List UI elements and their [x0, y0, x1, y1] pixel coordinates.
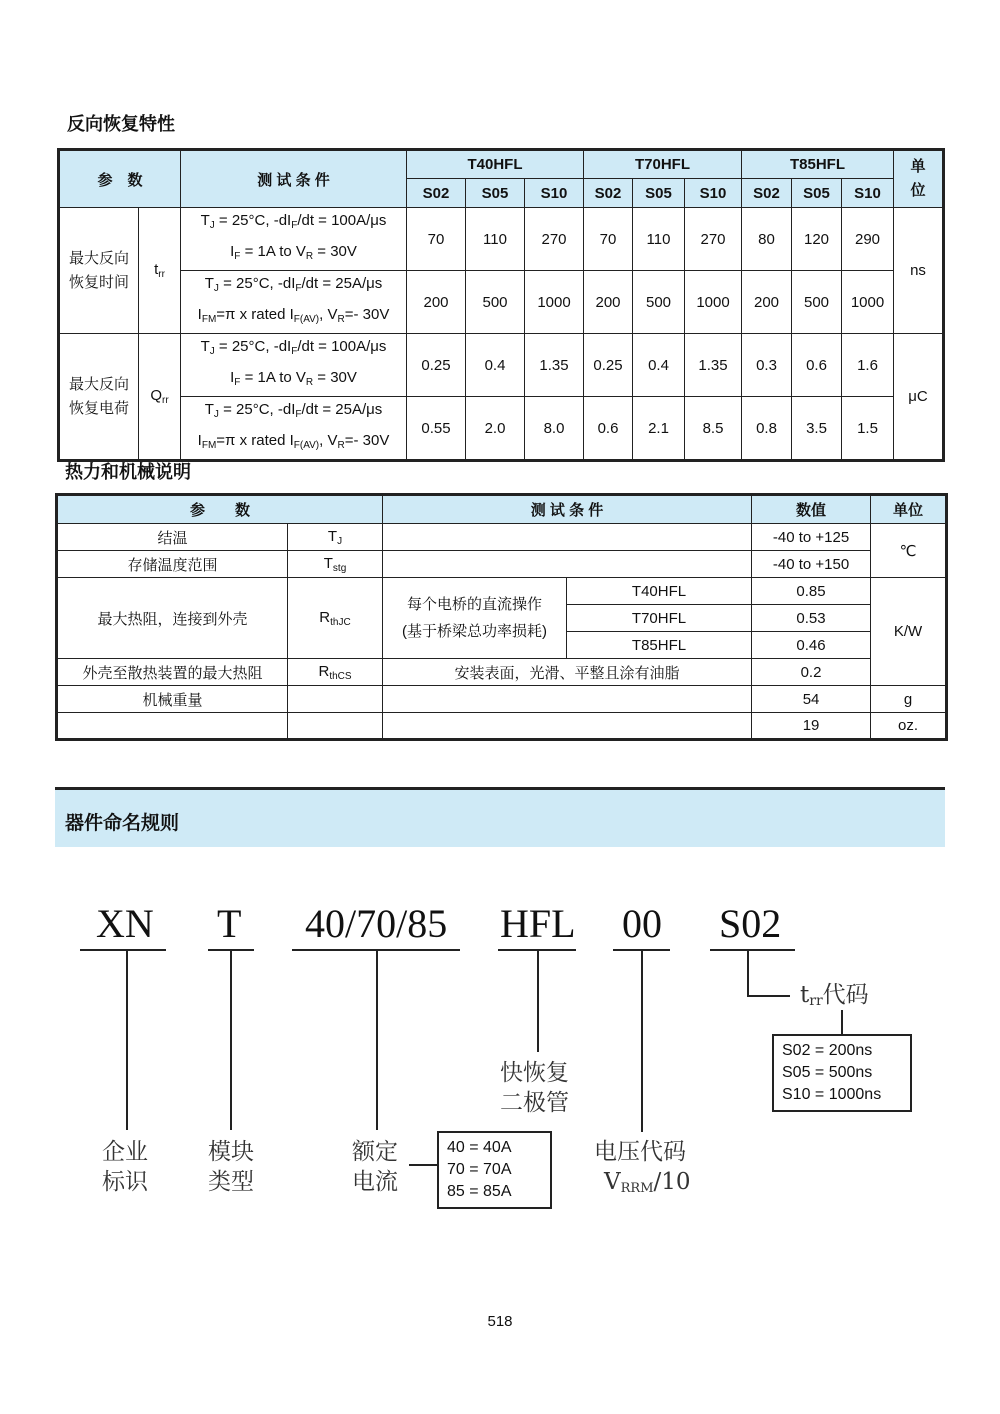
param-name: 外壳至散热装置的最大热阻	[57, 659, 288, 686]
value-cell: 0.25	[584, 334, 633, 397]
code-cell: S02	[584, 179, 633, 208]
value-cell: 3.5	[792, 397, 842, 461]
value-cell: 200	[584, 271, 633, 334]
value-cell: 1000	[685, 271, 742, 334]
value-cell: 1000	[525, 271, 584, 334]
label-company-line2: 标识	[102, 1169, 148, 1195]
value-cell: -40 to +125	[752, 524, 871, 551]
unit-cell: K/W	[871, 578, 947, 686]
unit-cell: g	[871, 686, 947, 713]
rth-cond-line1: 每个电桥的直流操作	[407, 596, 543, 613]
value-cell: 0.55	[407, 397, 466, 461]
value-cell: 120	[792, 208, 842, 271]
value-cell: 19	[752, 713, 871, 740]
label-voltage	[594, 1137, 691, 1204]
section-title-thermal: 热力和机械说明	[65, 462, 191, 483]
header-model: T85HFL	[742, 150, 894, 179]
code-cell: S05	[633, 179, 685, 208]
model-cell: T85HFL	[567, 632, 752, 659]
value-cell: 500	[633, 271, 685, 334]
param-name: 机械重量	[57, 686, 288, 713]
value-cell: 270	[685, 208, 742, 271]
header-model: T40HFL	[407, 150, 584, 179]
value-cell: 8.0	[525, 397, 584, 461]
value-cell: 200	[407, 271, 466, 334]
value-cell: -40 to +150	[752, 551, 871, 578]
model-cell: T70HFL	[567, 605, 752, 632]
value-cell: 80	[742, 208, 792, 271]
label-hfl-line1: 快恢复	[500, 1060, 569, 1086]
label-company	[102, 1137, 148, 1197]
value-cell: 1.6	[842, 334, 894, 397]
param-name-text: 最大反向恢复时间	[68, 249, 129, 291]
test-condition: $T_J = 25^\circ C$, $-dI_F/dt = 25A/\mu s$ $I_{FM}=\pi$ x rated $I_{F(AV)}$, $V_R=-$ 30V	[181, 397, 407, 461]
trr-code-label: $t_{rr}$代码	[800, 982, 869, 1009]
header-unit-text: 单位	[910, 158, 926, 199]
value-cell: 1.35	[525, 334, 584, 397]
unit-cell: μC	[894, 334, 944, 461]
section-title-reverse-recovery: 反向恢复特性	[67, 114, 175, 135]
test-condition: 安装表面，光滑、平整且涂有油脂	[383, 659, 752, 686]
current-code-line: 70 = 70A	[447, 1161, 512, 1178]
test-condition: $T_J = 25^\circ C$, $-dI_F/dt = 100A/\mu s$ $I_F = 1A$ to $V_R = 30V$	[181, 334, 407, 397]
rth-cond-line2: (基于桥梁总功率损耗)	[402, 623, 548, 640]
param-name: 最大热阻，连接到外壳	[57, 578, 288, 659]
label-voltage-line2: $V_{RRM}/10$	[604, 1169, 691, 1196]
value-cell: 70	[407, 208, 466, 271]
unit-cell: oz.	[871, 713, 947, 740]
param-name: 存储温度范围	[57, 551, 288, 578]
code-hfl: HFL	[500, 901, 576, 946]
section-title-naming: 器件命名规则	[65, 812, 180, 834]
value-cell: 270	[525, 208, 584, 271]
trr-code-line: S05 = 500ns	[782, 1064, 873, 1081]
code-xn: XN	[96, 901, 154, 946]
current-code-line: 40 = 40A	[447, 1139, 512, 1156]
header-param: 参 数	[57, 495, 383, 524]
value-cell: 500	[792, 271, 842, 334]
label-current-line1: 额定	[352, 1139, 398, 1165]
label-voltage-line1: 电压代码	[594, 1139, 686, 1165]
param-symbol: $T_J$	[288, 524, 383, 551]
value-cell: 2.0	[466, 397, 525, 461]
param-name: 结温	[57, 524, 288, 551]
unit-cell: ℃	[871, 524, 947, 578]
param-symbol: $Q_{rr}$	[139, 334, 181, 461]
model-cell: T40HFL	[567, 578, 752, 605]
value-cell: 70	[584, 208, 633, 271]
code-t: T	[217, 901, 242, 946]
label-module	[208, 1137, 254, 1197]
code-cell: S05	[792, 179, 842, 208]
header-value: 数值	[752, 495, 871, 524]
test-condition: $T_J = 25^\circ C$, $-dI_F/dt = 100A/\mu s$ $I_F = 1A$ to $V_R = 30V$	[181, 208, 407, 271]
value-cell: 0.25	[407, 334, 466, 397]
code-cell: S02	[742, 179, 792, 208]
code-current: 40/70/85	[305, 901, 448, 946]
value-cell: 0.53	[752, 605, 871, 632]
value-cell: 290	[842, 208, 894, 271]
param-symbol: $R_{thJC}$	[288, 578, 383, 659]
param-symbol: $R_{thCS}$	[288, 659, 383, 686]
page-number: 518	[487, 1313, 513, 1330]
value-cell: 110	[633, 208, 685, 271]
current-code-line: 85 = 85A	[447, 1183, 512, 1200]
value-cell: 8.5	[685, 397, 742, 461]
header-unit: 单位	[871, 495, 947, 524]
trr-code-line: S02 = 200ns	[782, 1042, 873, 1059]
header-cond: 测 试 条 件	[383, 495, 752, 524]
label-hfl-line2: 二极管	[500, 1090, 569, 1116]
trr-code-line: S10 = 1000ns	[782, 1086, 882, 1103]
value-cell: 0.46	[752, 632, 871, 659]
value-cell: 0.3	[742, 334, 792, 397]
current-code-box	[437, 1131, 552, 1209]
value-cell: 0.4	[633, 334, 685, 397]
param-name-text: 最大反向恢复电荷	[68, 375, 129, 417]
param-symbol: $T_{stg}$	[288, 551, 383, 578]
header-model: T70HFL	[584, 150, 742, 179]
value-cell: 1.35	[685, 334, 742, 397]
trr-code-box	[772, 1034, 912, 1112]
value-cell: 0.6	[792, 334, 842, 397]
value-cell: 0.6	[584, 397, 633, 461]
test-condition: $T_J = 25^\circ C$, $-dI_F/dt = 25A/\mu s$ $I_{FM}=\pi$ x rated $I_{F(AV)}$, $V_R=-$ 30V	[181, 271, 407, 334]
label-hfl	[500, 1058, 569, 1118]
code-trr: S02	[719, 901, 782, 946]
code-cell: S02	[407, 179, 466, 208]
param-symbol: $t_{rr}$	[139, 208, 181, 334]
value-cell: 0.85	[752, 578, 871, 605]
label-module-line2: 类型	[208, 1169, 254, 1195]
value-cell: 1.5	[842, 397, 894, 461]
unit-cell: ns	[894, 208, 944, 334]
header-param: 参 数	[59, 150, 181, 208]
value-cell: 0.2	[752, 659, 871, 686]
value-cell: 0.8	[742, 397, 792, 461]
code-cell: S10	[685, 179, 742, 208]
value-cell: 0.4	[466, 334, 525, 397]
label-current	[352, 1137, 398, 1197]
header-cond: 测 试 条 件	[181, 150, 407, 208]
code-cell: S05	[466, 179, 525, 208]
value-cell: 500	[466, 271, 525, 334]
label-company-line1: 企业	[102, 1139, 148, 1165]
code-cell: S10	[842, 179, 894, 208]
code-voltage: 00	[622, 901, 662, 946]
value-cell: 2.1	[633, 397, 685, 461]
value-cell: 200	[742, 271, 792, 334]
value-cell: 1000	[842, 271, 894, 334]
value-cell: 54	[752, 686, 871, 713]
label-current-line2: 电流	[352, 1169, 398, 1195]
label-module-line1: 模块	[208, 1139, 254, 1165]
value-cell: 110	[466, 208, 525, 271]
code-cell: S10	[525, 179, 584, 208]
